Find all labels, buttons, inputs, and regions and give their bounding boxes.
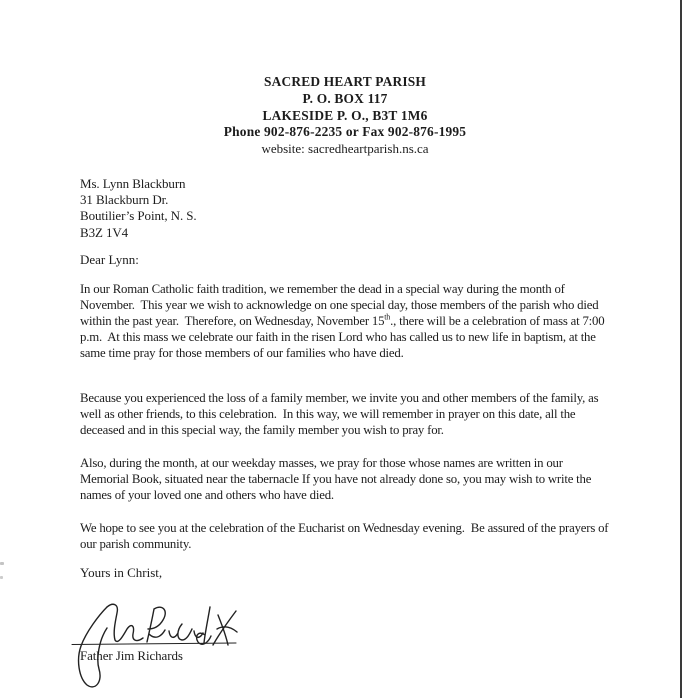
handwritten-signature-image (66, 596, 256, 696)
ordinal-superscript: th (384, 312, 391, 322)
recipient-postal-code: B3Z 1V4 (80, 224, 129, 240)
salutation: Dear Lynn: (80, 252, 139, 267)
recipient-name: Ms. Lynn Blackburn (80, 176, 186, 191)
body-paragraph-2: Because you experienced the loss of a family member, we invite you and other members of the family, as well as other friends, to this celebration. In this way, we will remember in prayer on this date, all the deceased and in this special way, the family member you wish to pray for. (80, 391, 602, 438)
recipient-address (80, 176, 197, 241)
paragraph-1-text-after-superscript: ., there will be a celebration of mass at 7:00 p.m. At this mass we celebrate our faith in the risen Lord who has called us to new life in baptism, at the same time pray for those members of our families who have died. (80, 314, 608, 361)
website-line: website: sacredheartparish.ns.ca (261, 141, 429, 157)
valediction: Yours in Christ, (80, 565, 163, 580)
body-paragraph-3: Also, during the month, at our weekday masses, we pray for those whose names are written in our Memorial Book, situated near the tabernacle If you have not already done so, you may wish to write the names of your loved one and others who have died. (80, 456, 595, 503)
body-paragraph-4: We hope to see you at the celebration of the Eucharist on Wednesday evening. Be assured of the prayers of our parish community. (80, 521, 612, 552)
scan-speck-artifact (0, 576, 3, 579)
po-box-line: P. O. BOX 117 (302, 90, 388, 106)
recipient-street: 31 Blackburn Dr. (80, 192, 169, 208)
paragraph-1-text-before-superscript: In our Roman Catholic faith tradition, we remember the dead in a special way during the month of November. This year we wish to acknowledge on one special day, those members of the parish who died within the past year. Therefore, on Wednesday, November 15 (80, 282, 602, 329)
city-postal-line: LAKESIDE P. O., B3T 1M6 (262, 107, 428, 123)
phone-fax-line: Phone 902-876-2235 or Fax 902-876-1995 (223, 124, 467, 140)
recipient-city: Boutilier’s Point, N. S. (80, 208, 197, 224)
scan-speck-artifact (0, 562, 4, 565)
letterhead (80, 74, 610, 158)
body-paragraph-1 (80, 281, 614, 361)
signature-block (66, 596, 256, 696)
signer-name: Father Jim Richards (80, 648, 183, 663)
org-name: SACRED HEART PARISH (263, 74, 427, 89)
